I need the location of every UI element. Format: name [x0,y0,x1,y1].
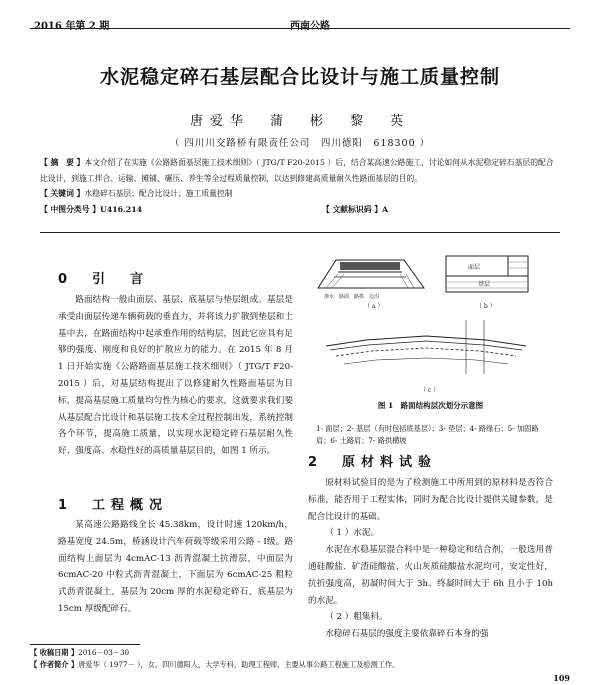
figure-a-labels: 渗水 路面 路拱 边沟 [324,294,380,300]
figure-c [326,320,526,394]
received-date: 【 收稿日期 】2016－03－30 [30,648,130,657]
figure-legend: 1- 面层；2- 基层（有时包括底基层）；3- 垫层；4- 路缘石；5- 加固路肩；6- 土路肩；7- 路拱横坡 [316,424,539,445]
figure-b-base: 基层 [478,281,491,288]
author-bio: 【 作者简介 】唐爱华（ 1977－ ），女，四川德阳人，大学专科，助理工程师，主要从事公路工程施工及检测工作。 [30,660,400,669]
figure-c-label: （ c ） [420,387,440,394]
intro-body: 路面结构一般由面层、基层、底基层与垫层组成。基层是承受由面层传递车辆荷载的垂直力，并将该力扩散到垫层和土基中去，在路面结构中起承重作用的结构层，因此它应具有足够的强度、刚度和良好的扩散应力的能力。在 2015 年 8 月 1 日开始实施《公路路面基层施工技术细则》（ JTG/T F20-2015 ）后，对基层结构提出了以修建耐久性路面基层为目标，提高基层施工质量均匀性为核心的要求，这就要求我们要从基层配合比设计和基层施工技术全过程控制出发，系统控制各个环节，提高施工质量，以实现水泥稳定碎石基层耐久性好、强度高、水稳性好的高质量基层目的，如图 1 所示。 [58,295,293,457]
authors: 唐爱华 蒲 彬 黎 英 [189,114,410,129]
abstract [40,155,560,186]
abstract-block [40,155,560,217]
section2-body: 原材料试验目的是为了检测施工中所用到的原材料是否符合标准，能否用于工程实体，同时为配合比设计提供关键参数，是配合比设计的基础。 （ 1 ）水泥。 水泥在水稳基层混合料中是一种稳定和结合剂，一般选用普通硅酸盐、矿渣硅酸盐、火山灰质硅酸盐水泥均可，安定性好，抗折强度高，初凝时间大于 3h、终凝时间大于 6h 且小于 10h 的水泥。 （ 2 ）粗集料。 水稳碎石基层的强度主要依靠碎石本身的强 [308,475,553,643]
header-rule [30,28,570,29]
classification-row [40,202,560,217]
aggregate-text: 水稳碎石基层的强度主要依靠碎石本身的强 [325,629,489,640]
section2-heading: 2 原材料试验 [308,455,438,470]
figure-b-label: （ b ） [476,303,496,310]
aggregate-subheading: （ 2 ）粗集料。 [325,612,388,623]
doc-code-value: A [382,204,389,214]
article-title: 水泥稳定碎石基层配合比设计与施工质量控制 [99,66,500,88]
intro-heading: 0 引 言 [58,272,150,287]
abstract-text: 本文介绍了在实施《公路路面基层施工技术细则》（ JTG/T F20-2015 ）后，结合某高速公路施工，讨论如何从水泥稳定碎石基层的配合比设计，到施工拌合、运输、摊铺、碾压、养生等全过程质量控制，以达到修建高质量耐久性路面基层的目的。 [40,158,554,183]
affiliation: （ 四川川交路桥有限责任公司 四川德阳 618300 ） [169,138,431,149]
abstract-rule [40,232,560,233]
figure-a-label: （ a ） [364,303,384,310]
page-number: 109 [553,673,570,683]
footnotes [30,647,570,671]
clc-label: 【 中图分类号 】 [40,204,101,214]
figure-b [446,256,528,310]
footnote-rule [30,644,140,645]
running-header [30,11,570,32]
section1-body: 某高速公路路线全长 45.38km，设计时速 120km/h，路基宽度 24.5m，桥涵设计汽车荷载等级采用公路 - Ⅰ级。路面结构上面层为 4cmAC-13 沥青混凝土抗滑层，中面层为 6cmAC-20 中粒式沥青混凝土，下面层为 6cmAC-25 粗粒式沥青混凝土，基层为 20cm 厚的水泥稳定碎石，底基层为 15cm 厚级配碎石。 [58,520,293,614]
section1-heading: 1 工程概况 [58,498,169,513]
keywords-label: 【 关键词 】 [40,189,85,198]
cement-subheading: （ 1 ）水泥。 [325,528,380,539]
clc-value: U416.214 [100,204,143,214]
abstract-label: 【 摘 要 】 [40,158,85,167]
keywords [40,186,560,202]
journal-name: 西南公路 [290,21,330,32]
pavement-structure-figure [316,250,544,400]
figure-b-surface: 面层 [468,264,481,271]
issue-label: 2016 年第 2 期 [34,21,110,32]
doc-code-label: 【 文献标识码 】 [322,204,383,214]
keywords-text: 水稳碎石基层；配合比设计；施工质量控制 [84,189,233,198]
figure-a [318,260,424,310]
cement-text: 水泥在水稳基层混合料中是一种稳定和结合剂，一般选用普通硅酸盐、矿渣硅酸盐、火山灰质硅酸盐水泥均可，安定性好，抗折强度高，初凝时间大于 3h、终凝时间大于 6h 且小于 10h 的水泥。 [308,545,553,606]
figure-caption: 图 1 路面结构层次划分示意图 [377,401,484,410]
